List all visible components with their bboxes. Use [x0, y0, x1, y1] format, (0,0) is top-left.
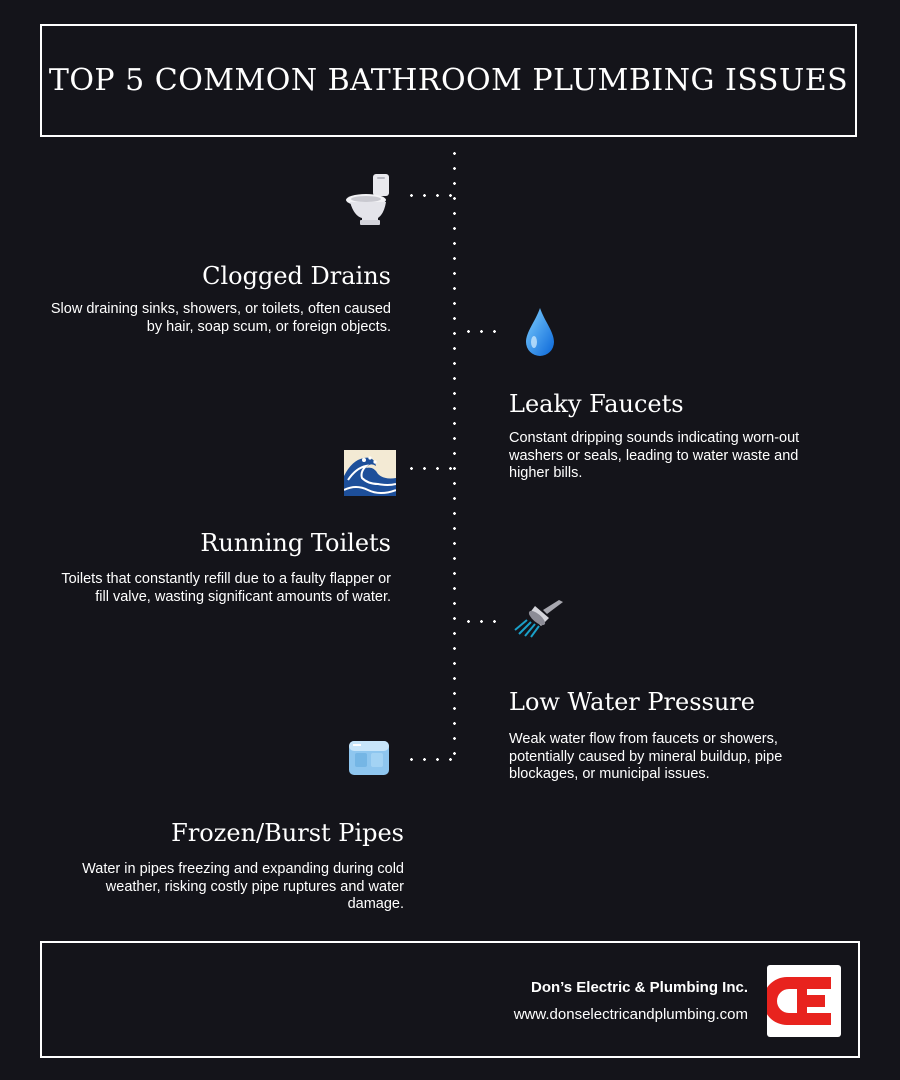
website-link[interactable]: www.donselectricandplumbing.com — [513, 1006, 748, 1023]
company-name: Don’s Electric & Plumbing Inc. — [531, 979, 748, 996]
wave-icon — [344, 450, 396, 496]
item-title-clogged-drains: Clogged Drains — [202, 262, 391, 290]
title-banner — [40, 24, 857, 137]
ice-cube-icon — [346, 736, 392, 778]
item-title-running-toilets: Running Toilets — [200, 529, 391, 557]
item-desc-low-water-pressure: Weak water flow from faucets or showers, potentially caused by mineral buildup, pipe blockages, or municipal issues. — [509, 731, 783, 782]
footer — [40, 941, 860, 1058]
item-desc-frozen-burst-pipes: Water in pipes freezing and expanding during cold weather, risking costly pipe ruptures and water damage. — [82, 861, 404, 912]
item-desc-leaky-faucets: Constant dripping sounds indicating worn-out washers or seals, leading to water waste and higher bills. — [509, 430, 800, 481]
toilet-icon — [344, 172, 394, 226]
company-logo — [767, 965, 841, 1037]
item-title-leaky-faucets: Leaky Faucets — [509, 390, 684, 418]
item-desc-clogged-drains: Slow draining sinks, showers, or toilets, often caused by hair, soap scum, or foreign objects. — [50, 301, 391, 335]
shower-icon — [513, 596, 565, 638]
timeline-line — [453, 146, 456, 762]
page-title: TOP 5 COMMON BATHROOM PLUMBING ISSUES — [48, 63, 849, 98]
droplet-icon — [520, 305, 560, 359]
item-title-frozen-burst-pipes: Frozen/Burst Pipes — [171, 819, 404, 847]
connector-1 — [405, 194, 453, 197]
connector-5 — [405, 758, 453, 761]
connector-4 — [462, 620, 504, 623]
connector-2 — [462, 330, 504, 333]
connector-3 — [405, 467, 453, 470]
item-title-low-water-pressure: Low Water Pressure — [509, 688, 755, 716]
item-desc-running-toilets: Toilets that constantly refill due to a faulty flapper or fill valve, wasting significant amounts of water. — [61, 571, 391, 605]
